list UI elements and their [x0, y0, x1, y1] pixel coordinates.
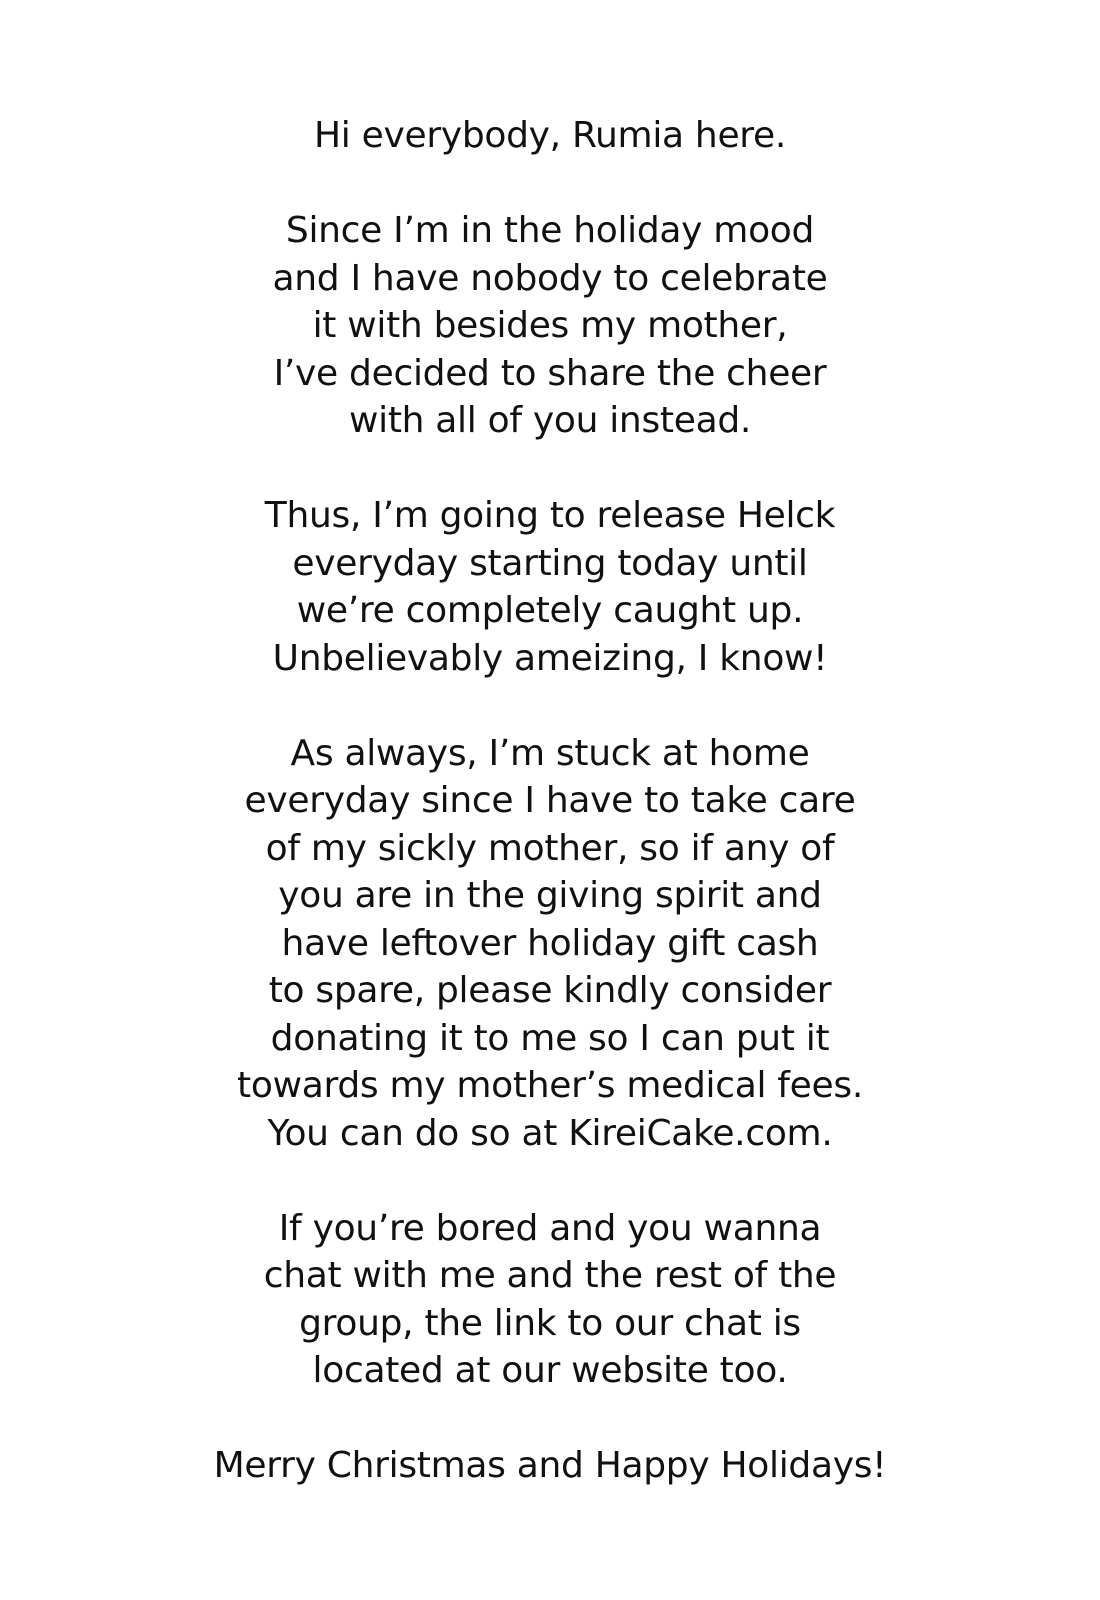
text-line: I’ve decided to share the cheer: [273, 352, 827, 394]
greeting-paragraph: [0, 112, 1100, 160]
letter-text: [0, 112, 1100, 1537]
text-line: everyday since I have to take care: [244, 780, 856, 821]
text-line: we’re completely caught up.: [296, 590, 804, 631]
text-line: and I have nobody to celebrate: [272, 257, 828, 299]
closing-line: Merry Christmas and Happy Holidays!: [213, 1445, 887, 1486]
text-line: it with besides my mother,: [312, 305, 788, 346]
text-line: If you’re bored and you wanna: [278, 1207, 822, 1249]
text-line: You can do so at KireiCake.com.: [267, 1112, 833, 1154]
text-line: located at our website too.: [312, 1350, 788, 1391]
greeting-line: Hi everybody, Rumia here.: [314, 115, 786, 156]
paragraph-chat: [0, 1205, 1100, 1395]
text-line: group, the link to our chat is: [299, 1302, 801, 1344]
text-line: with all of you instead.: [348, 400, 752, 441]
text-line: have leftover holiday gift cash: [281, 922, 819, 964]
text-line: As always, I’m stuck at home: [290, 732, 810, 774]
text-line: you are in the giving spirit and: [278, 875, 822, 916]
text-line: Thus, I’m going to release Helck: [264, 495, 836, 536]
text-line: Unbelievably ameizing, I know!: [272, 637, 828, 679]
text-line: towards my mother’s medical fees.: [237, 1065, 863, 1106]
text-line: chat with me and the rest of the: [263, 1255, 837, 1296]
paragraph-release: [0, 492, 1100, 682]
text-line: Since I’m in the holiday mood: [285, 210, 815, 251]
text-line: of my sickly mother, so if any of: [265, 827, 835, 869]
text-line: everyday starting today until: [292, 542, 808, 584]
closing-paragraph: [0, 1442, 1100, 1490]
paragraph-holiday-mood: [0, 207, 1100, 445]
paragraph-donation: [0, 730, 1100, 1158]
text-line: to spare, please kindly consider: [268, 970, 832, 1011]
text-line: donating it to me so I can put it: [270, 1017, 830, 1059]
